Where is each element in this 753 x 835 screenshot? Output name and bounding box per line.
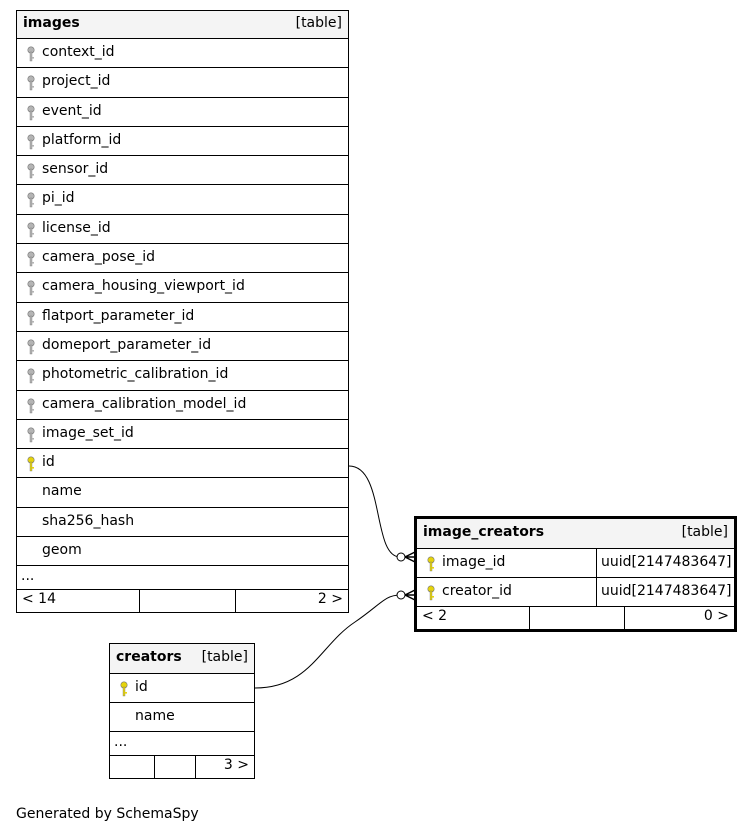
ellipsis-text: ... <box>114 734 128 750</box>
column-row[interactable] <box>110 703 254 732</box>
column-name: name <box>135 708 175 724</box>
column-name: image_set_id <box>42 424 134 441</box>
foreign-key-icon <box>25 46 37 62</box>
table-image-creators[interactable] <box>414 516 737 632</box>
column-name: pi_id <box>42 190 75 207</box>
column-row[interactable] <box>17 215 348 244</box>
column-row[interactable] <box>17 244 348 273</box>
children-count[interactable]: 3 > <box>223 757 249 773</box>
column-row[interactable] <box>17 361 348 390</box>
column-name: image_id <box>442 554 506 570</box>
column-row[interactable] <box>17 39 348 68</box>
relation-end-circle <box>397 591 405 599</box>
table-type: [table] <box>201 649 248 665</box>
schemaspy-credit: Generated by SchemaSpy <box>16 806 199 822</box>
ellipsis-row <box>110 732 254 756</box>
foreign-key-icon <box>25 339 37 355</box>
foreign-key-icon <box>25 427 37 443</box>
column-row[interactable] <box>110 674 254 703</box>
column-row[interactable] <box>17 478 348 507</box>
column-name: flatport_parameter_id <box>42 307 195 324</box>
ellipsis-text: ... <box>21 568 35 585</box>
parents-count[interactable]: < 14 <box>22 591 56 608</box>
column-row[interactable] <box>17 508 348 537</box>
table-footer <box>417 607 734 629</box>
column-name: license_id <box>42 219 111 236</box>
column-name: camera_pose_id <box>42 249 155 266</box>
column-name: sha256_hash <box>42 512 135 529</box>
table-type: [table] <box>295 15 342 31</box>
table-header <box>17 11 348 39</box>
table-name: image_creators <box>423 524 545 540</box>
column-name: domeport_parameter_id <box>42 336 212 353</box>
column-name: photometric_calibration_id <box>42 366 229 383</box>
table-name: images <box>23 15 80 31</box>
foreign-key-icon <box>25 222 37 238</box>
foreign-key-icon <box>25 310 37 326</box>
table-header <box>110 644 254 674</box>
foreign-key-icon <box>25 75 37 91</box>
column-row[interactable] <box>17 332 348 361</box>
table-name: creators <box>116 649 182 665</box>
table-footer <box>17 590 348 612</box>
column-name: context_id <box>42 44 115 60</box>
column-name: project_id <box>42 73 111 90</box>
column-row[interactable] <box>17 391 348 420</box>
table-header <box>417 519 734 549</box>
column-row[interactable] <box>17 68 348 97</box>
column-row[interactable] <box>417 578 734 607</box>
column-type: uuid[2147483647] <box>596 549 732 577</box>
column-name: camera_calibration_model_id <box>42 395 247 412</box>
table-creators[interactable] <box>109 643 255 779</box>
relation-end-circle <box>397 553 405 561</box>
foreign-key-icon <box>25 368 37 384</box>
column-row[interactable] <box>17 273 348 302</box>
column-name: geom <box>42 542 82 559</box>
column-name: creator_id <box>442 583 512 599</box>
relation-images-id-to-image-creators-image-id <box>349 466 400 557</box>
column-row[interactable] <box>17 98 348 127</box>
foreign-key-icon <box>25 134 37 150</box>
column-row[interactable] <box>17 420 348 449</box>
ellipsis-row <box>17 566 348 590</box>
column-row[interactable] <box>17 185 348 214</box>
column-name: sensor_id <box>42 161 109 178</box>
children-count[interactable]: 0 > <box>703 608 729 624</box>
primary-key-icon <box>118 681 130 697</box>
foreign-key-icon <box>25 398 37 414</box>
foreign-key-icon <box>25 192 37 208</box>
column-type: uuid[2147483647] <box>596 578 732 606</box>
column-row[interactable] <box>417 549 734 578</box>
table-footer <box>110 756 254 778</box>
column-name: platform_id <box>42 131 122 148</box>
column-name: id <box>42 454 55 471</box>
column-row[interactable] <box>17 537 348 566</box>
column-row[interactable] <box>17 156 348 185</box>
foreign-key-icon <box>25 280 37 296</box>
foreign-key-icon <box>25 251 37 267</box>
column-row[interactable] <box>17 449 348 478</box>
children-count[interactable]: 2 > <box>317 591 343 608</box>
foreign-key-icon <box>25 163 37 179</box>
column-name: event_id <box>42 102 102 119</box>
table-type: [table] <box>681 524 728 540</box>
column-row[interactable] <box>17 127 348 156</box>
column-name: id <box>135 679 148 695</box>
primary-key-icon <box>25 456 37 472</box>
foreign-key-icon <box>25 105 37 121</box>
column-name: camera_housing_viewport_id <box>42 278 245 295</box>
column-name: name <box>42 483 82 500</box>
primary-key-icon <box>425 585 437 601</box>
primary-key-icon <box>425 556 437 572</box>
table-images[interactable] <box>16 10 349 613</box>
parents-count[interactable]: < 2 <box>422 608 448 624</box>
column-row[interactable] <box>17 303 348 332</box>
